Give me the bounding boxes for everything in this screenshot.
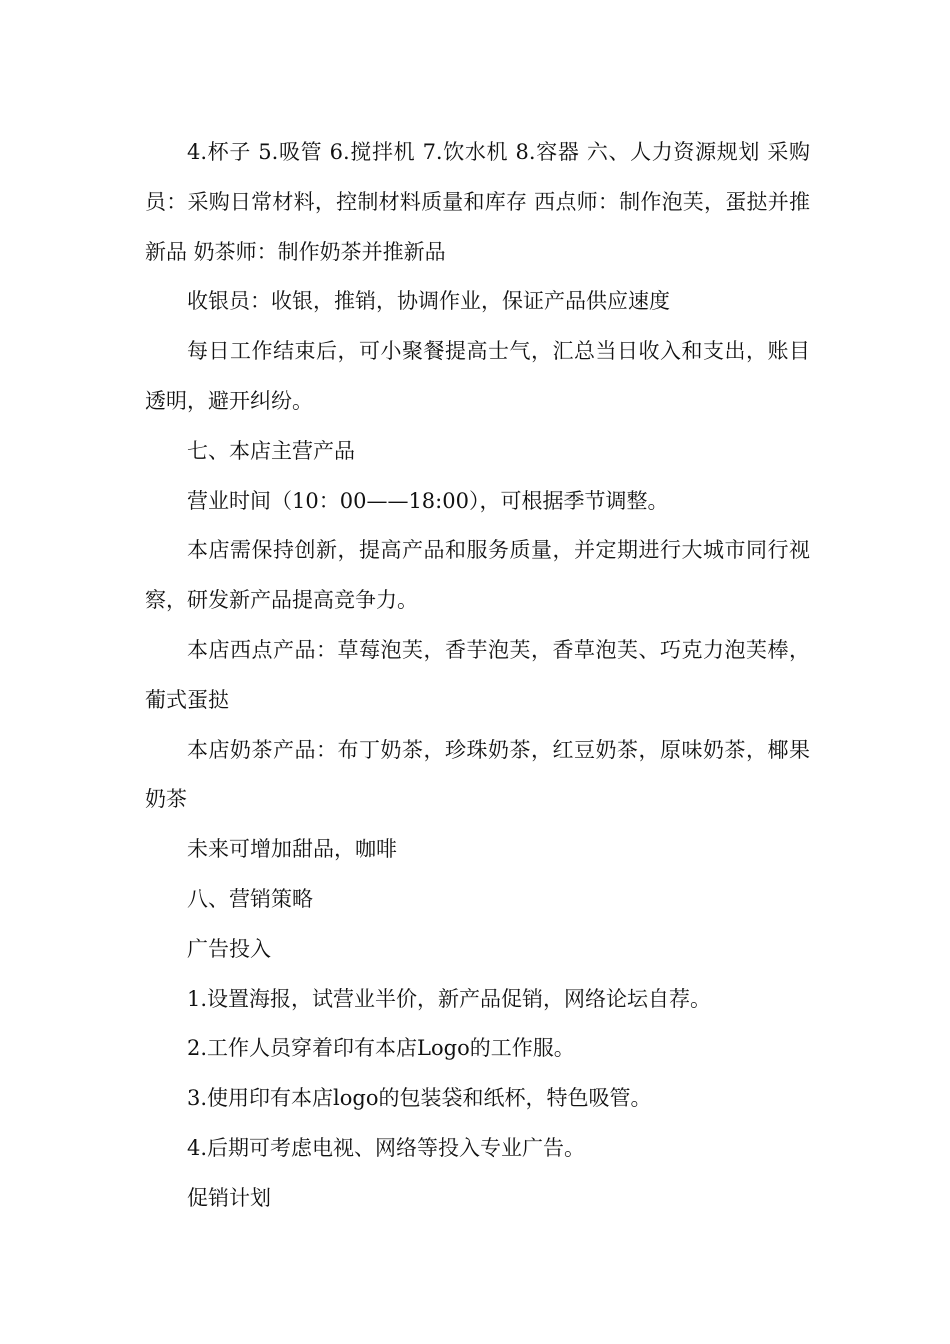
section-heading-products: 七、本店主营产品 xyxy=(187,438,355,463)
subheading-promotion-plan: 促销计划 xyxy=(187,1185,271,1210)
paragraph-pastry-products: 本店西点产品：草莓泡芙，香芋泡芙，香草泡芙、巧克力泡芙棒，葡式蛋挞 xyxy=(145,637,810,712)
list-item-advertising-3: 3.使用印有本店logo的包装袋和纸杯，特色吸管。 xyxy=(187,1086,652,1111)
paragraph-business-hours: 营业时间（10：00——18:00），可根据季节调整。 xyxy=(187,488,669,513)
list-item-advertising-4: 4.后期可考虑电视、网络等投入专业广告。 xyxy=(187,1135,586,1160)
paragraph-equipment-hr: 4.杯子 5.吸管 6.搅拌机 7.饮水机 8.容器 六、人力资源规划 采购员：采购日常材料，控制材料质量和库存 西点师：制作泡芙，蛋挞并推新品 奶茶师：制作奶茶并推新品 xyxy=(145,140,810,264)
list-item-advertising-1: 1.设置海报，试营业半价，新产品促销，网络论坛自荐。 xyxy=(187,986,712,1011)
paragraph-cashier: 收银员：收银，推销，协调作业，保证产品供应速度 xyxy=(187,289,670,314)
paragraph-milk-tea-products: 本店奶茶产品：布丁奶茶，珍珠奶茶，红豆奶茶，原味奶茶，椰果奶茶 xyxy=(145,737,810,812)
document-body xyxy=(145,128,810,1224)
list-item-advertising-2: 2.工作人员穿着印有本店Logo的工作服。 xyxy=(187,1036,575,1061)
paragraph-future-products: 未来可增加甜品，咖啡 xyxy=(187,837,397,862)
subheading-advertising: 广告投入 xyxy=(187,936,271,961)
paragraph-daily-summary: 每日工作结束后，可小聚餐提高士气，汇总当日收入和支出，账目透明，避开纠纷。 xyxy=(145,339,810,413)
section-heading-marketing: 八、营销策略 xyxy=(187,886,313,911)
paragraph-innovation: 本店需保持创新，提高产品和服务质量，并定期进行大城市同行视察，研发新产品提高竞争力。 xyxy=(145,538,810,613)
